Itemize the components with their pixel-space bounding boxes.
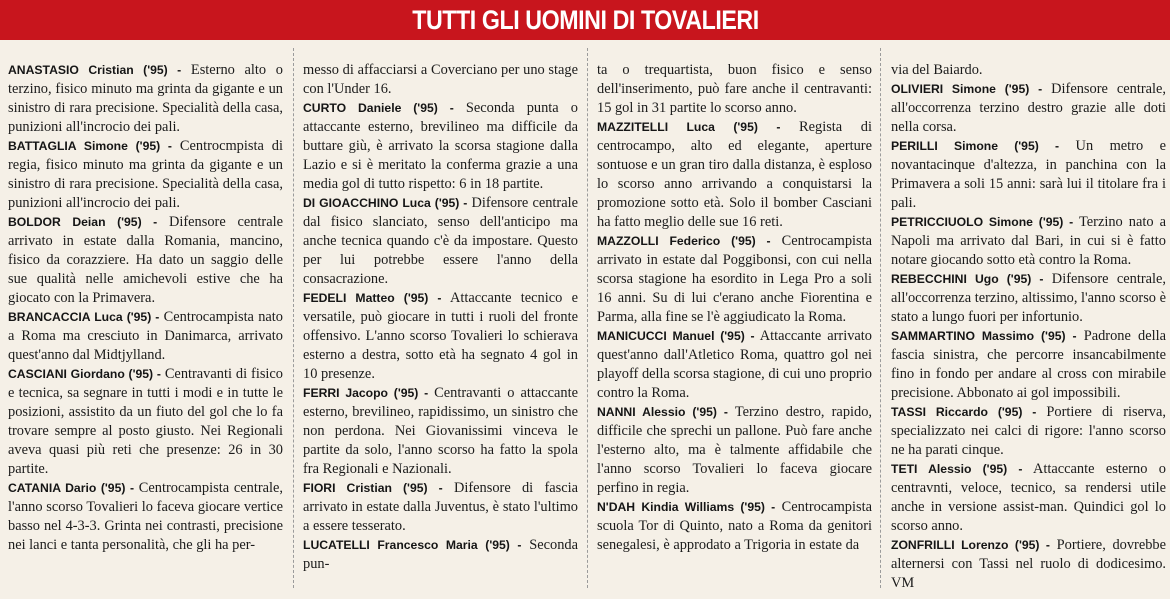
player-entry <box>303 384 578 479</box>
player-description: Difensore centrale dal fisico slanciato, senso dell'anticipo ma anche tecnica quando c'è da impostare. Questo per lui potrebbe essere l'anno della consacrazione. <box>303 195 578 287</box>
player-description: Esterno alto o terzino, fisico minuto ma grinta da gigante e un sinistro di rara precisione. Specialità della casa, punizioni all'incrocio dei pali. <box>8 62 283 135</box>
player-name: SAMMARTINO Massimo ('95) - <box>891 329 1077 343</box>
player-entry <box>891 460 1166 536</box>
player-entry <box>303 536 578 574</box>
player-description: Difensore centrale, all'occorrenza terzino destro grazie alle doti nella corsa. <box>891 81 1166 135</box>
player-name: BOLDOR Deian ('95) - <box>8 215 158 229</box>
player-name: CURTO Daniele ('95) - <box>303 101 454 115</box>
player-entry <box>303 194 578 289</box>
player-entry <box>597 403 872 498</box>
player-entry <box>303 99 578 194</box>
player-description: Centrocampista arrivato in estate dal Poggibonsi, con cui nella scorsa stagione ha esordito in Lega Pro a soli 16 anni. Su di lui c'erano anche Fiorentina e Parma, alla fine se l'è aggiudicato la Roma. <box>597 233 872 325</box>
player-entry <box>8 213 283 308</box>
continued-text: via del Baiardo. <box>891 62 983 78</box>
player-name: LUCATELLI Francesco Maria ('95) - <box>303 538 522 552</box>
player-description: Centravanti di fisico e tecnica, sa segnare in tutti i modi e in tutte le posizioni, assistito da un fiuto del gol che lo fa trovare sempre al posto giusto. Nei Regionali aveva quasi più reti che presenze: 26 in 30 partite. <box>8 366 283 477</box>
column-3 <box>597 61 872 555</box>
player-entry <box>597 498 872 555</box>
player-name: MANICUCCI Manuel ('95) - <box>597 329 755 343</box>
player-entry <box>8 365 283 479</box>
player-name: PERILLI Simone ('95) - <box>891 139 1060 153</box>
player-name: NANNI Alessio ('95) - <box>597 405 728 419</box>
player-name: FERRI Jacopo ('95) - <box>303 386 429 400</box>
continued-text: messo di affacciarsi a Coverciano per uno stage con l'Under 16. <box>303 62 578 97</box>
player-description: Seconda punta o attaccante esterno, brevilineo ma difficile da buttare giù, è arrivato la scorsa stagione dalla Lazio e si è meritato la conferma grazie a una media gol di tutto rispetto: 6 in 18 partite. <box>303 100 578 192</box>
player-description: Attaccante arrivato quest'anno dall'Atletico Roma, quattro gol nei playoff della scorsa stagione, di cui uno proprio contro la Roma. <box>597 328 872 401</box>
player-name: OLIVIERI Simone ('95) - <box>891 82 1043 96</box>
headline: TUTTI GLI UOMINI DI TOVALIERI <box>411 4 759 35</box>
player-name: BRANCACCIA Luca ('95) - <box>8 310 160 324</box>
player-entry <box>891 213 1166 270</box>
player-name: DI GIOACCHINO Luca ('95) - <box>303 196 468 210</box>
column-1 <box>8 61 283 555</box>
player-name: BATTAGLIA Simone ('95) - <box>8 139 172 153</box>
player-description: Terzino destro, rapido, difficile che sprechi un pallone. Può fare anche l'esterno alto, ma è talmente affidabile che l'anno scorso Tovalieri lo faceva giocare perfino in regia. <box>597 404 872 496</box>
player-name: TETI Alessio ('95) - <box>891 462 1023 476</box>
player-description: Terzino nato a Napoli ma arrivato dal Bari, in cui si è fatto notare giocando sotto età contro la Roma. <box>891 214 1166 268</box>
column-2 <box>303 61 578 574</box>
column-divider <box>880 48 881 588</box>
player-entry <box>891 137 1166 213</box>
column-divider <box>587 48 588 588</box>
player-description: Centrocampista scuola Tor di Quinto, nato a Roma da genitori senegalesi, è approdato a Trigoria in estate da <box>597 499 872 553</box>
player-entry <box>597 327 872 403</box>
player-description: Portiere, dovrebbe alternersi con Tassi nel ruolo di dodicesimo. VM <box>891 537 1166 591</box>
player-entry <box>891 403 1166 460</box>
column-divider <box>293 48 294 588</box>
player-name: REBECCHINI Ugo ('95) - <box>891 272 1044 286</box>
player-name: ZONFRILLI Lorenzo ('95) - <box>891 538 1050 552</box>
player-name: N'DAH Kindia Williams ('95) - <box>597 500 776 514</box>
player-description: Seconda pun- <box>303 537 578 572</box>
player-description: Un metro e novantacinque d'altezza, in panchina con la Primavera a soli 15 anni: sarà lui il titolare fra i pali. <box>891 138 1166 211</box>
player-description: Attaccante esterno o centravnti, veloce, tecnico, sa rendersi utile anche in versione assist-man. Quindici gol lo scorso anno. <box>891 461 1166 534</box>
player-name: FIORI Cristian ('95) - <box>303 481 443 495</box>
player-entry <box>8 308 283 365</box>
player-name: CATANIA Dario ('95) - <box>8 481 135 495</box>
player-entry <box>8 479 283 555</box>
player-name: PETRICCIUOLO Simone ('95) - <box>891 215 1074 229</box>
player-description: Difensore centrale, all'occorrenza terzino, altissimo, l'anno scorso è stato a lungo fuori per infortunio. <box>891 271 1166 325</box>
player-name: TASSI Riccardo ('95) - <box>891 405 1037 419</box>
player-description: Padrone della fascia sinistra, che percorre insancabilmente fino in fondo per andare al cross con mirabile precisione. Abbonato ai gol impossibili. <box>891 328 1166 401</box>
player-entry <box>8 137 283 213</box>
headline-banner <box>0 0 1170 40</box>
player-description: Difensore di fascia arrivato in estate dalla Juventus, è stato l'ultimo a essere tesserato. <box>303 480 578 534</box>
player-entry <box>597 118 872 232</box>
player-entry <box>891 327 1166 403</box>
continued-text: ta o trequartista, buon fisico e senso dell'inserimento, può fare anche il centravanti: 15 gol in 31 partite lo scorso anno. <box>597 62 872 116</box>
player-name: ANASTASIO Cristian ('95) - <box>8 63 182 77</box>
player-name: CASCIANI Giordano ('95) - <box>8 367 161 381</box>
player-entry <box>891 270 1166 327</box>
player-description: Centrocampista centrale, l'anno scorso Tovalieri lo faceva giocare vertice basso nel 4-3-3. Grinta nei contrasti, precisione nei lanci e tanta personalità, che gli ha per- <box>8 480 284 553</box>
player-name: MAZZITELLI Luca ('95) - <box>597 120 781 134</box>
player-description: Attaccante tecnico e versatile, può giocare in tutti i ruoli del fronte offensivo. L'anno scorso Tovalieri lo schierava esterno a destra, sotto età ha segnato 4 gol in 10 presenze. <box>303 290 578 382</box>
player-description: Regista di centrocampo, alto ed elegante, aperture sontuose e un gran tiro dalla distanza, è esploso lo scorso anno arrivando a conquistarsi la promozione sotto età. Solo il bomber Casciani ha fatto meglio delle sue 16 reti. <box>597 119 872 230</box>
player-entry <box>597 232 872 327</box>
player-entry <box>303 289 578 384</box>
player-entry <box>891 80 1166 137</box>
player-name: FEDELI Matteo ('95) - <box>303 291 442 305</box>
player-description: Centravanti o attaccante esterno, brevilineo, rapidissimo, un sinistro che non perdona. Nei Giovanissimi vinceva le partite da solo, l'anno scorso ha fatto la spola fra Regionali e Nazionali. <box>303 385 578 477</box>
player-description: Difensore centrale arrivato in estate dalla Romania, mancino, fisico da corazziere. Ha dato un saggio delle sue qualità nelle amichevoli estive che ha giocato con la Primavera. <box>8 214 283 306</box>
player-description: Centrocampista nato a Roma ma cresciuto in Danimarca, arrivato quest'anno dal Midtjylland. <box>8 309 283 363</box>
column-4 <box>891 61 1166 593</box>
player-entry <box>303 479 578 536</box>
player-description: Portiere di riserva, specializzato nei calci di rigore: l'anno scorso ne ha parati cinque. <box>891 404 1166 458</box>
player-description: Centrocmpista di regia, fisico minuto ma grinta da gigante e un sinistro di rara precisione. Specialità della casa, punizioni all'incrocio dei pali. <box>8 138 283 211</box>
player-name: MAZZOLLI Federico ('95) - <box>597 234 771 248</box>
player-entry <box>8 61 283 137</box>
player-entry <box>891 536 1166 593</box>
